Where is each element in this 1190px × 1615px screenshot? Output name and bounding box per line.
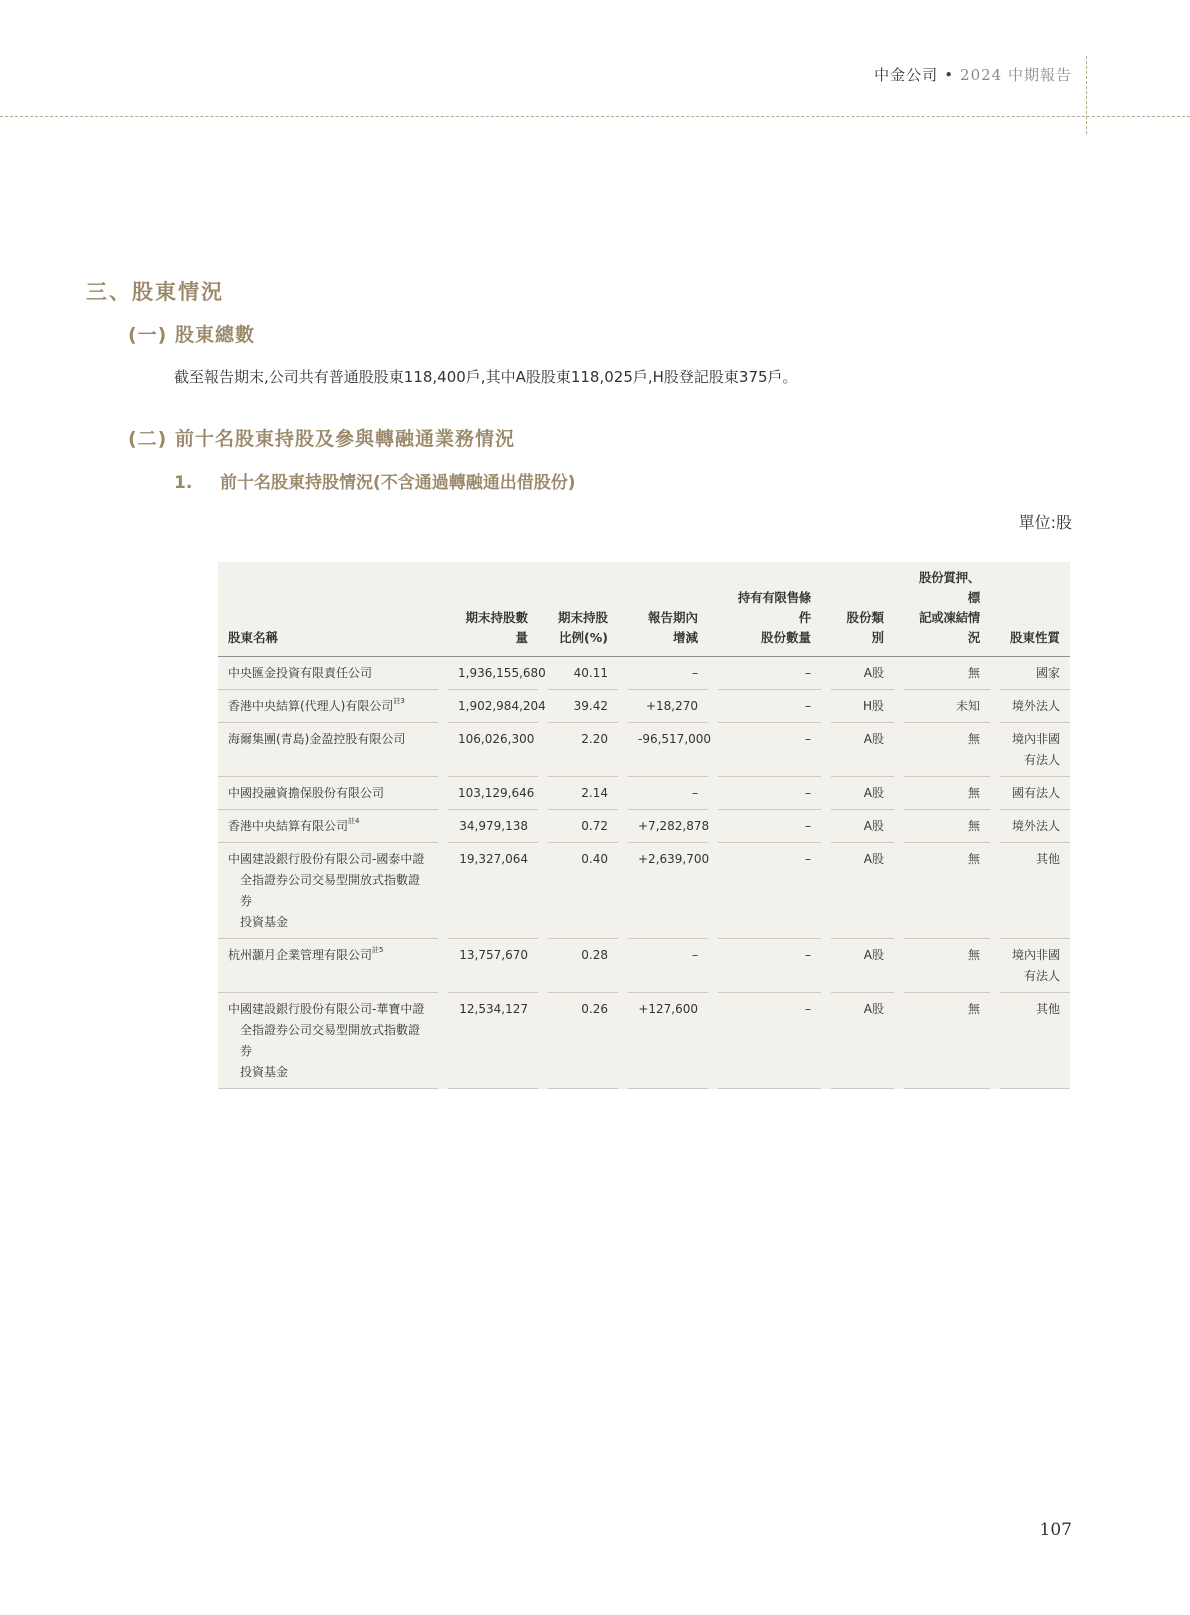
cell-restricted: –	[718, 939, 821, 993]
table-row	[218, 723, 1070, 777]
col-gap	[821, 723, 831, 777]
col-gap	[538, 777, 548, 810]
col-gap	[821, 690, 831, 723]
col-gap	[438, 843, 448, 939]
cell-nature: 其他	[1000, 993, 1070, 1089]
col-header-restricted-line2: 股份數量	[760, 630, 811, 645]
cell-restricted: –	[718, 993, 821, 1089]
subsection-title-shareholder-count: (一) 股東總數	[128, 324, 255, 346]
cell-ratio: 40.11	[548, 657, 618, 690]
footnote-marker: 註5	[372, 946, 384, 954]
col-header-restricted-line1: 持有有限售條件	[737, 590, 811, 625]
col-gap	[708, 562, 718, 657]
cell-restricted: –	[718, 690, 821, 723]
col-gap	[708, 777, 718, 810]
header-report-title: 2024 中期報告	[960, 66, 1072, 84]
col-gap	[538, 939, 548, 993]
table-row	[218, 810, 1070, 843]
table-row	[218, 993, 1070, 1089]
cell-change: -96,517,000	[628, 723, 708, 777]
item-heading	[174, 468, 576, 493]
unit-label: 單位:股	[1018, 513, 1072, 532]
col-gap	[708, 690, 718, 723]
cell-shareholder-name	[218, 777, 438, 810]
cell-restricted: –	[718, 810, 821, 843]
table-row	[218, 843, 1070, 939]
col-header-ratio	[548, 562, 618, 657]
col-gap	[618, 562, 628, 657]
cell-change: –	[628, 939, 708, 993]
col-gap	[708, 657, 718, 690]
col-gap	[618, 657, 628, 690]
cell-pledge: 未知	[904, 690, 990, 723]
top-shareholders-table	[218, 562, 1070, 1089]
cell-change: +127,600	[628, 993, 708, 1089]
col-gap	[894, 939, 904, 993]
col-header-change	[628, 562, 708, 657]
cell-class: A股	[831, 810, 894, 843]
cell-ratio: 0.26	[548, 993, 618, 1089]
cell-shares: 34,979,138	[448, 810, 538, 843]
col-gap	[618, 939, 628, 993]
col-gap	[894, 777, 904, 810]
cell-change: +18,270	[628, 690, 708, 723]
col-gap	[538, 843, 548, 939]
col-gap	[438, 993, 448, 1089]
cell-ratio: 0.28	[548, 939, 618, 993]
shareholder-count-paragraph: 截至報告期末,公司共有普通股股東118,400戶,其中A股股東118,025戶,H股登記股東375戶。	[174, 368, 798, 386]
cell-shares: 13,757,670	[448, 939, 538, 993]
shareholder-name-line1: 香港中央結算(代理人)有限公司	[228, 699, 394, 713]
cell-nature: 國有法人	[1000, 777, 1070, 810]
cell-pledge: 無	[904, 657, 990, 690]
col-gap	[708, 939, 718, 993]
cell-shareholder-name	[218, 723, 438, 777]
col-gap	[990, 843, 1000, 939]
col-gap	[990, 690, 1000, 723]
col-gap	[538, 810, 548, 843]
col-gap	[821, 993, 831, 1089]
running-header	[874, 64, 1072, 85]
shareholder-name-line1: 海爾集團(青島)金盈控股有限公司	[228, 732, 406, 746]
cell-change: –	[628, 777, 708, 810]
shareholder-name-continuation: 全指證券公司交易型開放式指數證券	[240, 873, 421, 908]
cell-shareholder-name	[218, 843, 438, 939]
col-gap	[618, 843, 628, 939]
col-gap	[538, 993, 548, 1089]
col-gap	[990, 810, 1000, 843]
col-gap	[821, 657, 831, 690]
shareholder-name-line1: 中國建設銀行股份有限公司-國泰中證	[228, 852, 425, 866]
cell-restricted: –	[718, 723, 821, 777]
cell-change: +2,639,700	[628, 843, 708, 939]
col-gap	[438, 657, 448, 690]
header-separator: •	[944, 66, 955, 84]
col-gap	[708, 810, 718, 843]
cell-restricted: –	[718, 657, 821, 690]
cell-shares: 106,026,300	[448, 723, 538, 777]
cell-class: H股	[831, 690, 894, 723]
shareholder-name-continuation: 投資基金	[240, 1065, 289, 1079]
cell-ratio: 2.14	[548, 777, 618, 810]
header-vertical-rule	[1086, 56, 1087, 134]
shareholder-name-line1: 中國投融資擔保股份有限公司	[228, 786, 385, 800]
cell-restricted: –	[718, 777, 821, 810]
cell-restricted: –	[718, 843, 821, 939]
shareholder-name-continuation: 全指證券公司交易型開放式指數證券	[240, 1023, 421, 1058]
col-header-nature: 股東性質	[1000, 562, 1070, 657]
col-gap	[821, 777, 831, 810]
top-shareholders-table-container	[218, 562, 1070, 1089]
col-gap	[708, 993, 718, 1089]
cell-ratio: 0.72	[548, 810, 618, 843]
col-gap	[538, 562, 548, 657]
col-gap	[821, 843, 831, 939]
col-gap	[438, 939, 448, 993]
cell-shares: 1,902,984,204	[448, 690, 538, 723]
cell-ratio: 2.20	[548, 723, 618, 777]
cell-nature: 境外法人	[1000, 810, 1070, 843]
page-number: 107	[1039, 1520, 1072, 1540]
cell-shareholder-name	[218, 993, 438, 1089]
header-dashed-rule	[0, 116, 1190, 117]
col-gap	[438, 777, 448, 810]
cell-shareholder-name	[218, 657, 438, 690]
col-gap	[708, 843, 718, 939]
col-gap	[618, 723, 628, 777]
cell-shares: 1,936,155,680	[448, 657, 538, 690]
col-gap	[821, 939, 831, 993]
subsection-title-top-ten: (二) 前十名股東持股及參與轉融通業務情況	[128, 428, 515, 450]
col-header-name: 股東名稱	[218, 562, 438, 657]
col-header-change-line1: 報告期內	[647, 610, 698, 625]
cell-pledge: 無	[904, 810, 990, 843]
col-gap	[438, 810, 448, 843]
shareholder-name-continuation: 投資基金	[240, 915, 289, 929]
cell-class: A股	[831, 657, 894, 690]
table-header-row	[218, 562, 1070, 657]
cell-pledge: 無	[904, 723, 990, 777]
col-gap	[618, 777, 628, 810]
cell-nature: 境外法人	[1000, 690, 1070, 723]
cell-pledge: 無	[904, 939, 990, 993]
cell-class: A股	[831, 993, 894, 1089]
footnote-marker: 註4	[348, 817, 360, 825]
col-gap	[990, 657, 1000, 690]
col-header-shares: 期末持股數量	[448, 562, 538, 657]
col-header-pledge	[904, 562, 990, 657]
shareholder-name-line1: 香港中央結算有限公司	[228, 819, 349, 833]
cell-shareholder-name	[218, 939, 438, 993]
table-row	[218, 939, 1070, 993]
col-header-pledge-line1: 股份質押、標	[918, 570, 980, 605]
shareholder-name-line1: 杭州灝月企業管理有限公司	[228, 948, 373, 962]
col-gap	[438, 690, 448, 723]
cell-pledge: 無	[904, 843, 990, 939]
shareholder-name-line1: 中國建設銀行股份有限公司-華寶中證	[228, 1002, 425, 1016]
col-header-restricted	[718, 562, 821, 657]
cell-shares: 12,534,127	[448, 993, 538, 1089]
header-company: 中金公司	[874, 66, 939, 84]
col-gap	[538, 723, 548, 777]
col-gap	[821, 810, 831, 843]
col-gap	[990, 562, 1000, 657]
cell-shareholder-name	[218, 810, 438, 843]
cell-pledge: 無	[904, 777, 990, 810]
cell-shares: 19,327,064	[448, 843, 538, 939]
col-gap	[438, 723, 448, 777]
cell-change: +7,282,878	[628, 810, 708, 843]
cell-nature: 其他	[1000, 843, 1070, 939]
table-body	[218, 657, 1070, 1089]
col-header-ratio-line2: 比例(%)	[559, 630, 608, 645]
item-number: 1.	[174, 473, 193, 493]
cell-class: A股	[831, 777, 894, 810]
col-header-pledge-line2: 記或凍結情況	[918, 610, 980, 645]
col-gap	[894, 810, 904, 843]
table-row	[218, 777, 1070, 810]
col-gap	[894, 723, 904, 777]
col-gap	[990, 993, 1000, 1089]
col-gap	[894, 690, 904, 723]
col-gap	[894, 562, 904, 657]
table-row	[218, 657, 1070, 690]
col-gap	[618, 993, 628, 1089]
col-gap	[438, 562, 448, 657]
section-title: 三、股東情況	[86, 280, 224, 304]
col-gap	[894, 843, 904, 939]
cell-class: A股	[831, 939, 894, 993]
col-header-class: 股份類別	[831, 562, 894, 657]
col-gap	[821, 562, 831, 657]
cell-class: A股	[831, 723, 894, 777]
cell-ratio: 39.42	[548, 690, 618, 723]
col-gap	[990, 939, 1000, 993]
cell-change: –	[628, 657, 708, 690]
footnote-marker: 註3	[393, 697, 405, 705]
cell-class: A股	[831, 843, 894, 939]
cell-ratio: 0.40	[548, 843, 618, 939]
cell-nature: 境內非國有法人	[1000, 723, 1070, 777]
cell-shareholder-name	[218, 690, 438, 723]
col-header-ratio-line1: 期末持股	[558, 610, 609, 625]
shareholder-name-line1: 中央匯金投資有限責任公司	[228, 666, 373, 680]
col-header-change-line2: 增減	[672, 630, 698, 645]
col-gap	[990, 723, 1000, 777]
cell-nature: 國家	[1000, 657, 1070, 690]
cell-nature: 境內非國有法人	[1000, 939, 1070, 993]
cell-shares: 103,129,646	[448, 777, 538, 810]
col-gap	[894, 993, 904, 1089]
item-title: 前十名股東持股情況(不含通過轉融通出借股份)	[220, 473, 576, 493]
col-gap	[990, 777, 1000, 810]
col-gap	[894, 657, 904, 690]
col-gap	[618, 810, 628, 843]
col-gap	[618, 690, 628, 723]
cell-pledge: 無	[904, 993, 990, 1089]
table-row	[218, 690, 1070, 723]
